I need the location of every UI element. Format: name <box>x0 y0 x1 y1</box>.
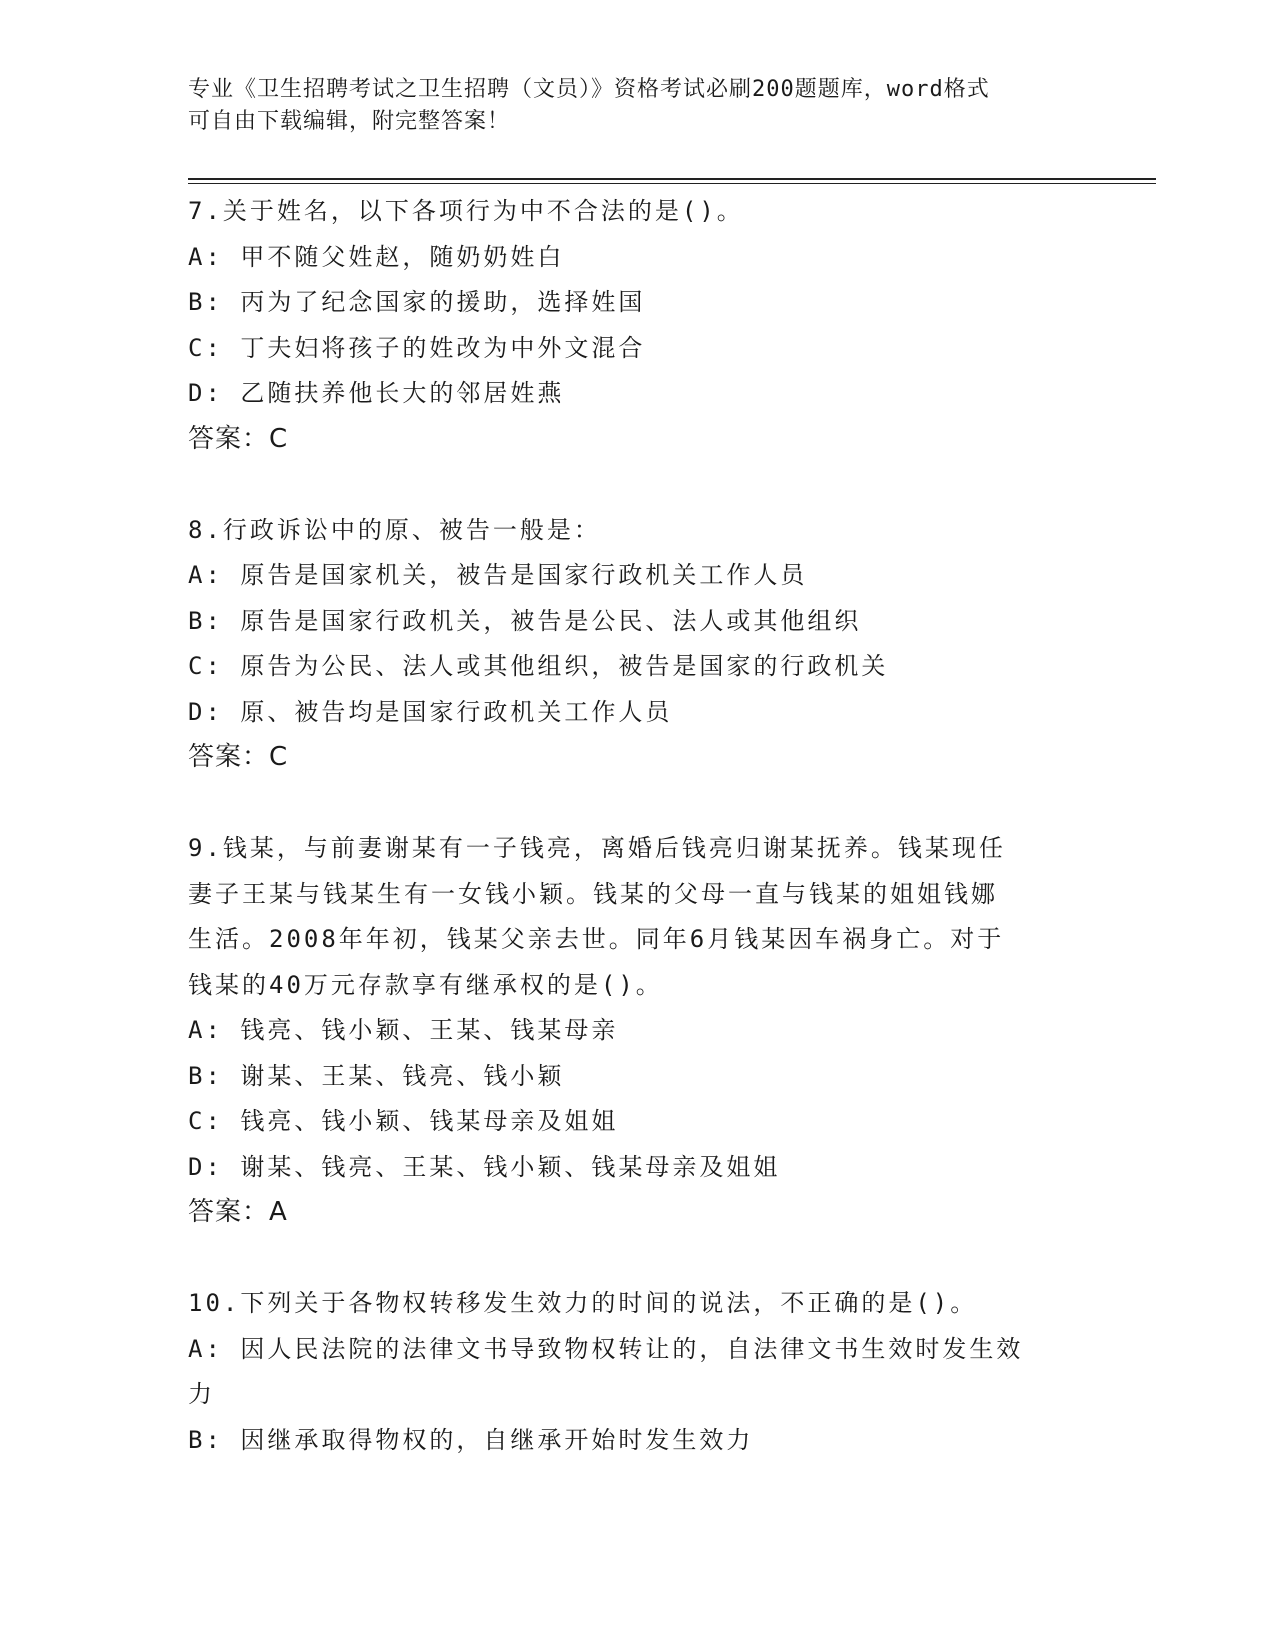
question-9-answer: 答案：A <box>188 1197 288 1227</box>
question-7-option-d: D: 乙随扶养他长大的邻居姓燕 <box>188 379 565 407</box>
header-line-1: 专业《卫生招聘考试之卫生招聘（文员）》资格考试必刷200题题库，word格式 <box>188 77 990 102</box>
question-9-option-a: A: 钱亮、钱小颖、王某、钱某母亲 <box>188 1016 619 1044</box>
question-8-stem: 8.行政诉讼中的原、被告一般是： <box>188 515 601 544</box>
question-10-option-a-line-1: A: 因人民法院的法律文书导致物权转让的，自法律文书生效时发生效 <box>188 1334 1024 1363</box>
question-9-stem-line-2: 妻子王某与钱某生有一女钱小颖。钱某的父母一直与钱某的姐姐钱娜 <box>188 879 998 908</box>
question-7-option-b: B: 丙为了纪念国家的援助，选择姓国 <box>188 288 646 316</box>
question-7-answer: 答案：C <box>188 423 289 454</box>
question-9-stem-line-3: 生活。2008年年初，钱某父亲去世。同年6月钱某因车祸身亡。对于 <box>188 925 1005 953</box>
question-8-answer: 答案：C <box>188 742 289 772</box>
question-9 <box>188 826 1088 1236</box>
question-9-option-b: B: 谢某、王某、钱亮、钱小颖 <box>188 1061 565 1090</box>
header-rule-thick <box>188 178 1156 180</box>
question-9-stem-line-4: 钱某的40万元存款享有继承权的是()。 <box>188 970 663 999</box>
question-9-option-d: D: 谢某、钱亮、王某、钱小颖、钱某母亲及姐姐 <box>188 1152 781 1181</box>
header-line-2: 可自由下载编辑，附完整答案！ <box>188 109 511 134</box>
question-10-option-a-line-2: 力 <box>188 1380 215 1408</box>
question-8-option-d: D: 原、被告均是国家行政机关工作人员 <box>188 697 673 726</box>
question-7 <box>188 189 1088 462</box>
question-8-option-c: C: 原告为公民、法人或其他组织，被告是国家的行政机关 <box>188 652 889 680</box>
question-list <box>188 189 1088 1463</box>
question-10 <box>188 1281 1088 1463</box>
question-8-option-b: B: 原告是国家行政机关，被告是公民、法人或其他组织 <box>188 606 862 635</box>
document-header <box>188 74 1068 138</box>
question-7-option-c: C: 丁夫妇将孩子的姓改为中外文混合 <box>188 333 646 362</box>
header-rule-thin <box>188 183 1156 184</box>
question-9-option-c: C: 钱亮、钱小颖、钱某母亲及姐姐 <box>188 1107 619 1135</box>
question-7-option-a: A: 甲不随父姓赵，随奶奶姓白 <box>188 242 565 271</box>
question-7-stem: 7.关于姓名，以下各项行为中不合法的是()。 <box>188 197 744 225</box>
question-10-stem: 10.下列关于各物权转移发生效力的时间的说法，不正确的是()。 <box>188 1289 978 1317</box>
question-8-option-a: A: 原告是国家机关，被告是国家行政机关工作人员 <box>188 561 808 589</box>
question-9-stem-line-1: 9.钱某，与前妻谢某有一子钱亮，离婚后钱亮归谢某抚养。钱某现任 <box>188 834 1006 862</box>
question-8 <box>188 508 1088 781</box>
question-10-option-b: B: 因继承取得物权的，自继承开始时发生效力 <box>188 1425 754 1454</box>
